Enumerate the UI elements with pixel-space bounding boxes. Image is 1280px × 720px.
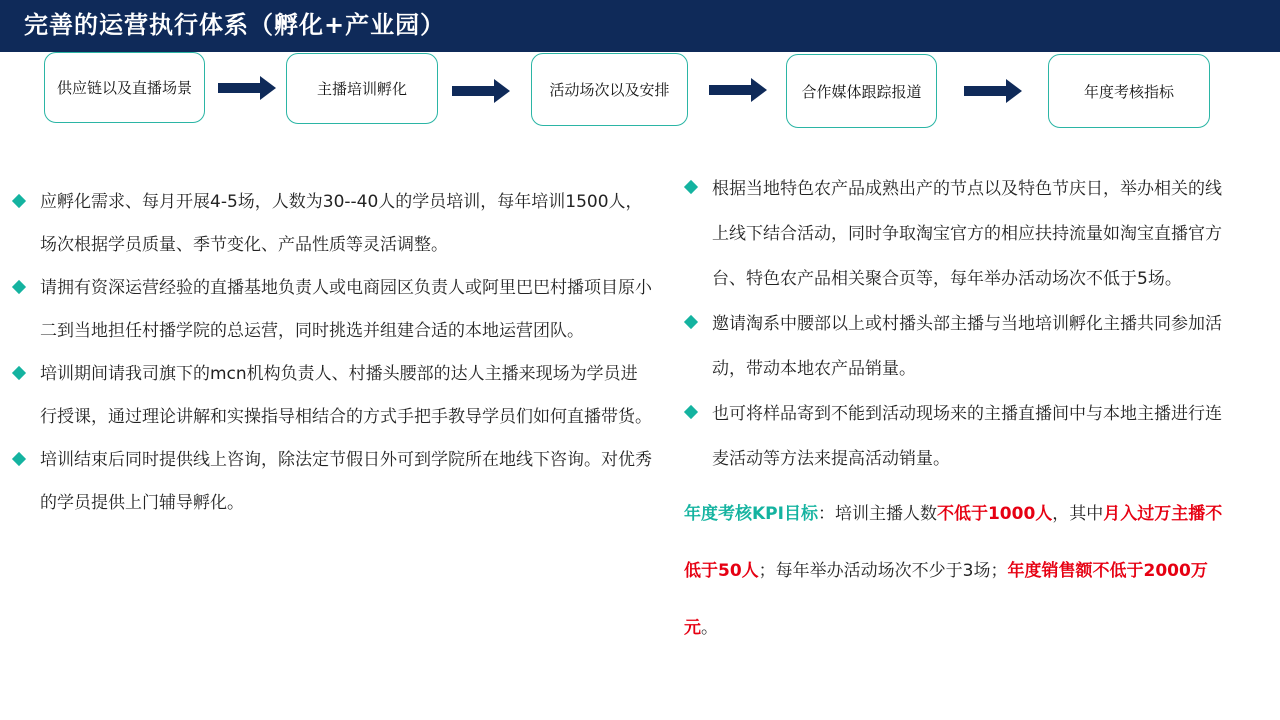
flow-step-media-coverage [786, 54, 937, 128]
bullet-item [684, 302, 1224, 392]
kpi-highlight-sales: 年度销售额不低于2000万元 [684, 561, 1208, 638]
flow-step-label: 供应链以及直播场景 [56, 79, 192, 97]
flow-step-label: 合作媒体跟踪报道 [801, 82, 922, 101]
bullet-item [12, 353, 652, 439]
bullet-text: 培训期间请我司旗下的mcn机构负责人、村播头腰部的达人主播来现场为学员进行授课，通过理论讲解和实操指导相结合的方式手把手教导学员们如何直播带货。 [40, 364, 652, 427]
title-bar [0, 0, 1280, 52]
right-arrow-icon [218, 76, 276, 100]
flow-step-supply-chain [44, 52, 205, 123]
kpi-separator: ： [817, 504, 835, 524]
bullet-text: 应孵化需求、每月开展4-5场，人数为30--40人的学员培训，每年培训1500人，场次根据学员质量、季节变化、产品性质等灵活调整。 [40, 192, 643, 255]
flow-step-label: 主播培训孵化 [316, 80, 407, 98]
bullet-item [12, 439, 652, 525]
bullet-text: 请拥有资深运营经验的直播基地负责人或电商园区负责人或阿里巴巴村播项目原小二到当地担任村播学院的总运营，同时挑选并组建合适的本地运营团队。 [40, 278, 652, 341]
flow-step-annual-kpi [1048, 54, 1210, 128]
kpi-label: 年度考核KPI目标 [684, 504, 818, 524]
right-arrow-icon [709, 78, 767, 102]
bullet-item [12, 181, 652, 267]
diamond-bullet-icon [12, 366, 26, 380]
kpi-highlight-top-anchors: 月入过万主播不低于50人 [684, 504, 1223, 581]
kpi-paragraph [684, 486, 1224, 657]
bullet-text: 邀请淘系中腰部以上或村播头部主播与当地培训孵化主播共同参加活动，带动本地农产品销量。 [712, 314, 1222, 379]
bullet-text: 也可将样品寄到不能到活动现场来的主播直播间中与本地主播进行连麦活动等方法来提高活动销量。 [712, 404, 1222, 469]
left-column [12, 181, 652, 525]
flow-step-label: 年度考核指标 [1083, 82, 1174, 101]
bullet-item [684, 167, 1224, 302]
bullet-item [684, 392, 1224, 482]
diamond-bullet-icon [684, 405, 698, 419]
bullet-item [12, 267, 652, 353]
diamond-bullet-icon [12, 280, 26, 294]
diamond-bullet-icon [12, 452, 26, 466]
right-arrow-icon [452, 79, 510, 103]
kpi-text: ，其中 [1052, 504, 1104, 524]
flow-step-activity-schedule [531, 53, 688, 126]
page-title: 完善的运营执行体系（孵化+产业园） [24, 11, 446, 39]
bullet-text: 培训结束后同时提供线上咨询，除法定节假日外可到学院所在地线下咨询。对优秀的学员提供上门辅导孵化。 [40, 450, 652, 513]
diamond-bullet-icon [12, 194, 26, 208]
kpi-text: 。 [701, 618, 718, 638]
diamond-bullet-icon [684, 180, 698, 194]
bullet-text: 根据当地特色农产品成熟出产的节点以及特色节庆日，举办相关的线上线下结合活动，同时争取淘宝官方的相应扶持流量如淘宝直播官方台、特色农产品相关聚合页等，每年举办活动场次不低于5场。 [712, 179, 1222, 289]
flow-step-label: 活动场次以及安排 [549, 81, 670, 99]
diamond-bullet-icon [684, 315, 698, 329]
kpi-text: 培训主播人数 [834, 504, 937, 524]
kpi-text: ；每年举办活动场次不少于3场； [758, 561, 1008, 581]
right-column [684, 167, 1224, 657]
kpi-highlight-anchors: 不低于1000人 [936, 504, 1053, 524]
flow-step-anchor-training [286, 53, 438, 124]
right-arrow-icon [964, 79, 1022, 103]
